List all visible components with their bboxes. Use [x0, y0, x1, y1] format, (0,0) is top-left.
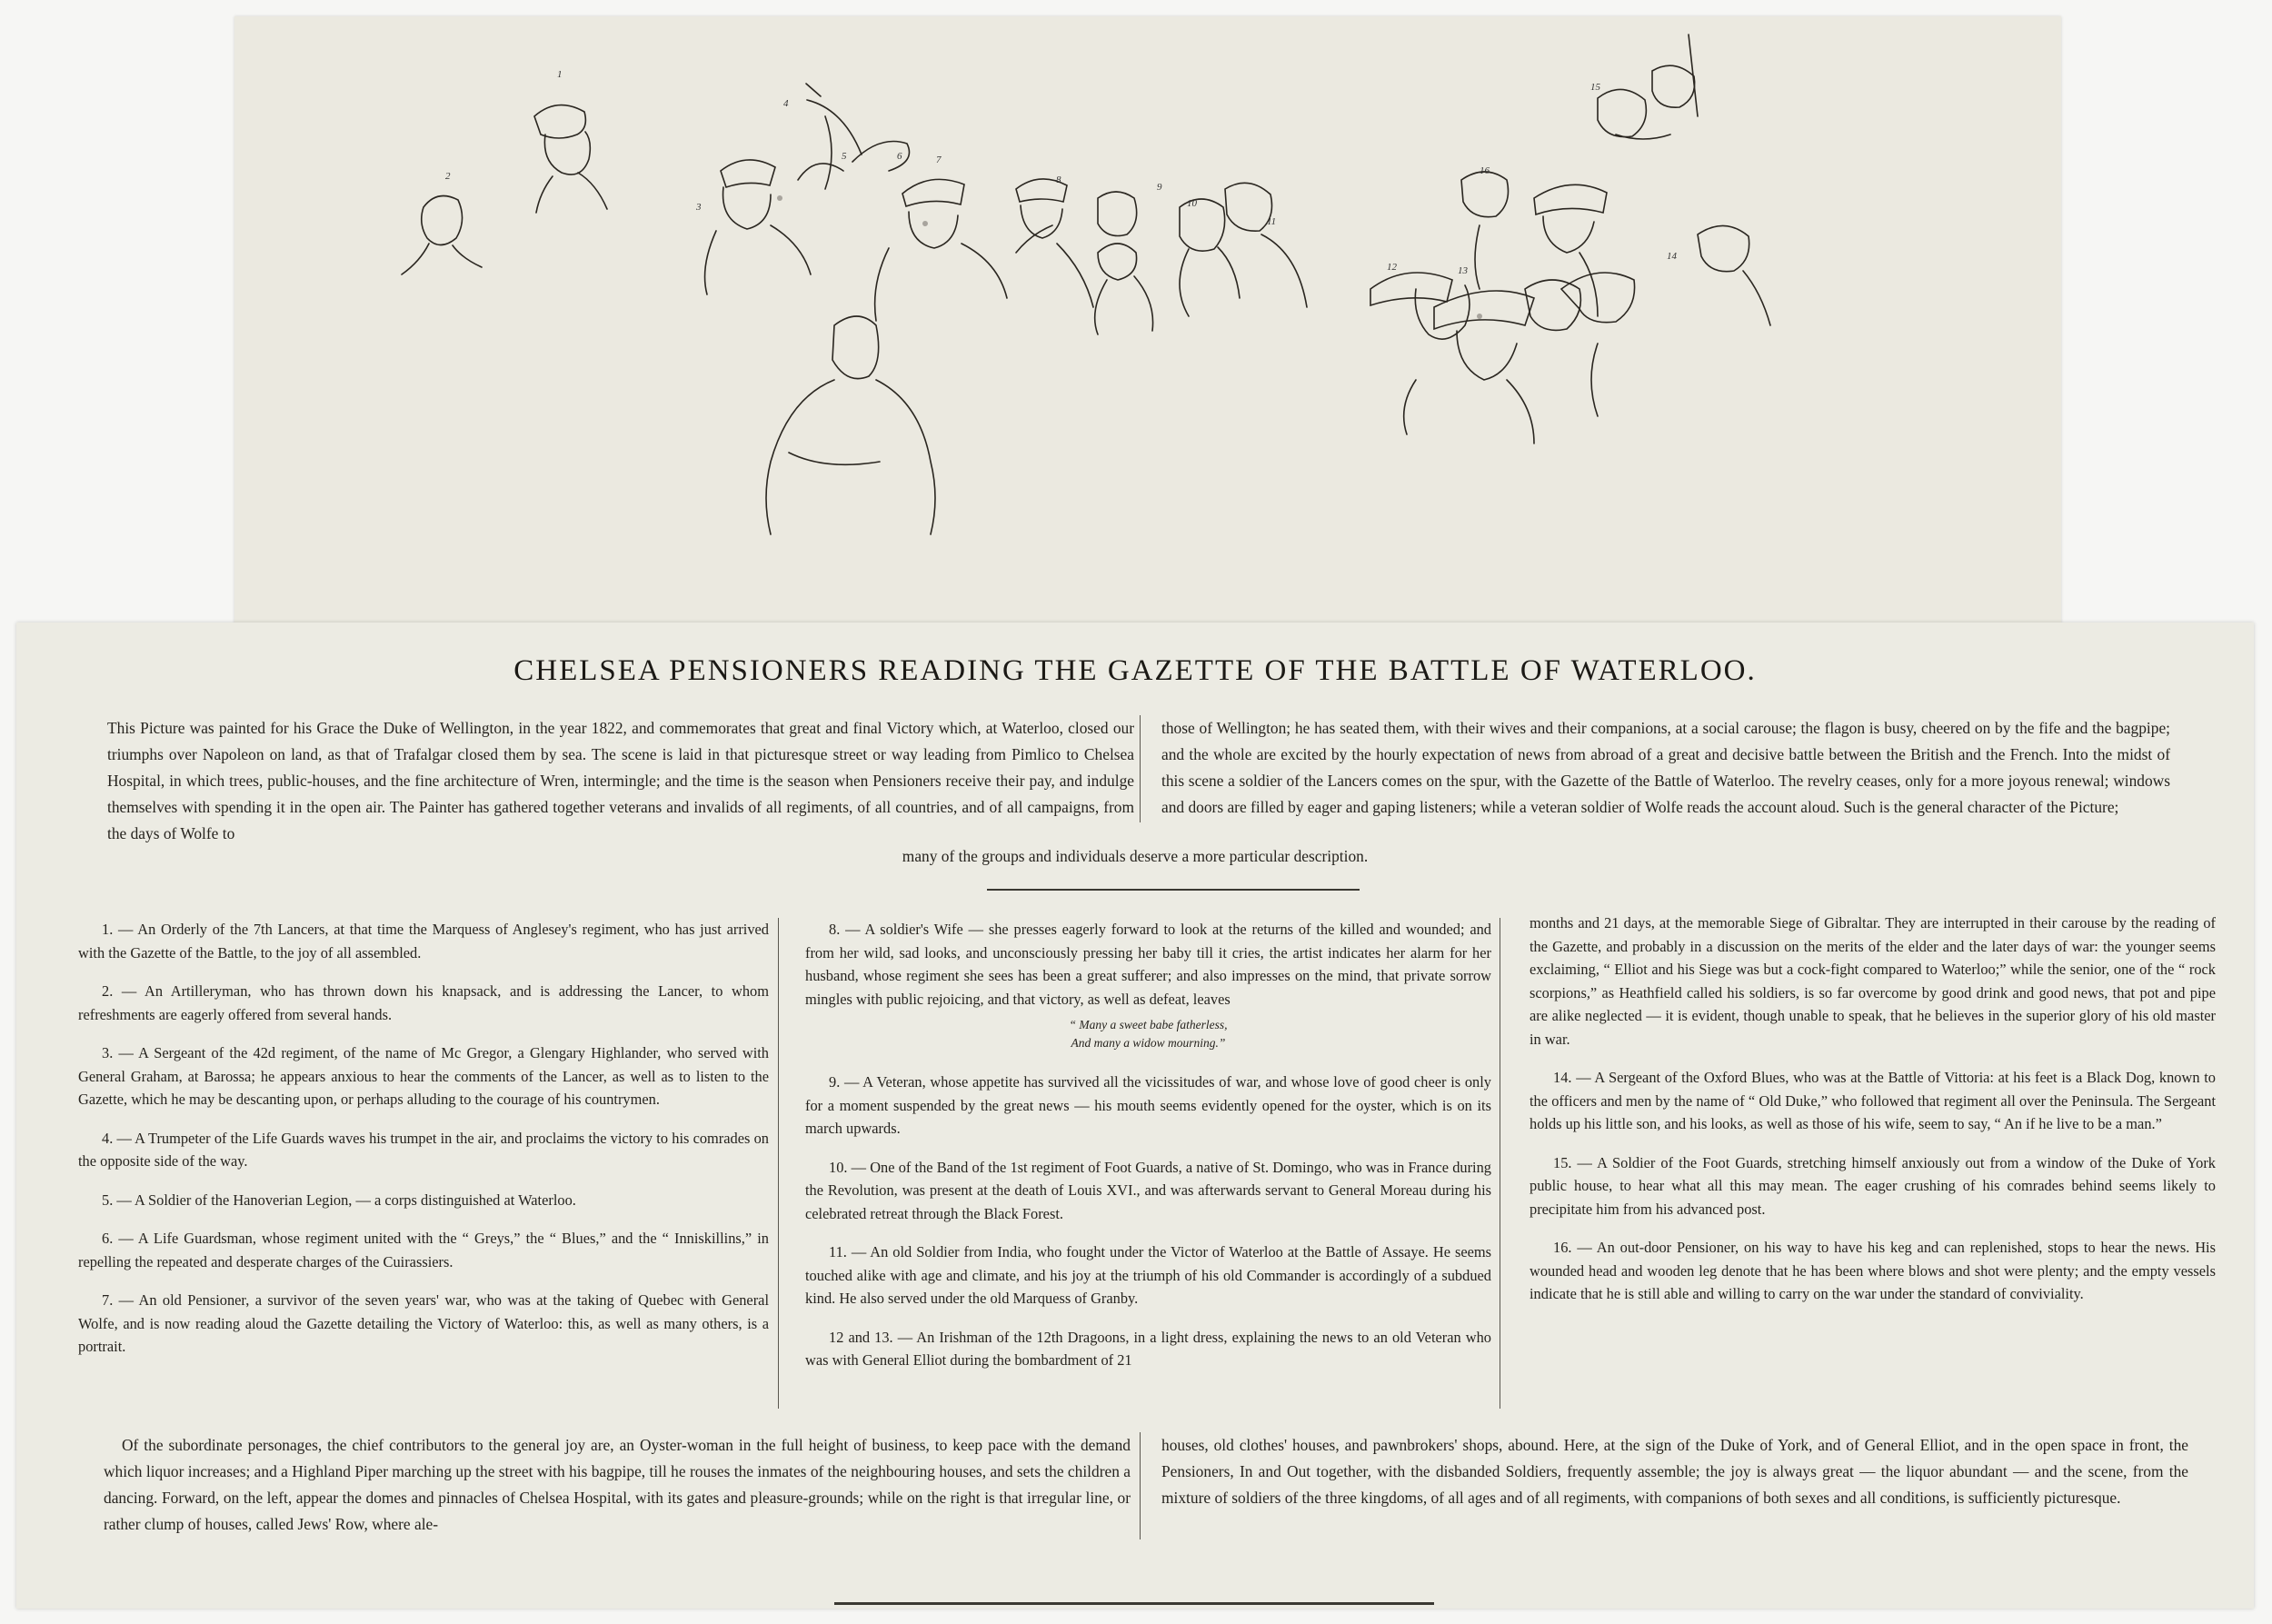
verse-line: And many a widow mourning.” [1071, 1036, 1226, 1050]
entry-10: 10. — One of the Band of the 1st regiment of Foot Guards, a native of St. Domingo, who was in France during the Revolution, was present at the death of Louis XVI., and was afterwards servant to General Moreau during his celebrated retreat through the Black Forest. [805, 1158, 1491, 1222]
entries-column-1 [78, 918, 769, 1374]
key-number: 2 [445, 171, 451, 182]
intro-right: those of Wellington; he has seated them, with their wives and their companions, at a social carouse; the flagon is busy, cheered on by the fife and the bagpipe; and the whole are excited by the hourly expectation of news from abroad of a great and decisive battle between the British and the French. Into the midst of this scene a soldier of the Lancers comes on the spur, with the Gazette of the Battle of Waterloo. The revelry ceases, only for a more joyous renewal; windows and doors are filled by eager and gaping listeners; while a veteran soldier of Wolfe reads the account aloud. Such is the general character of the Picture; [1161, 719, 2170, 816]
entry-11: 11. — An old Soldier from India, who fought under the Victor of Waterloo at the Battle of Assaye. He seems touched alike with age and climate, and his joy at the triumph of his old Commander is accordingly of a subdued kind. He also served under the old Marquess of Granby. [805, 1243, 1491, 1307]
verse-line: “ Many a sweet babe fatherless, [1069, 1018, 1228, 1031]
intro-tail: many of the groups and individuals deserve a more particular description. [902, 847, 1369, 865]
entry-14: 14. — A Sergeant of the Oxford Blues, who was at the Battle of Vittoria: at his feet is a Black Dog, known to the officers and men by the name of “ Old Duke,” who followed that regiment all over the Peninsula. The Sergeant holds up his little son, and his looks, as well as those of his wife, seem to say, “ An if he live to be a man.” [1530, 1069, 2216, 1132]
entry-2: 2. — An Artilleryman, who has thrown down his knapsack, and is addressing the Lancer, to whom refreshments are eagerly offered from several hands. [78, 982, 769, 1023]
entry-16: 16. — An out-door Pensioner, on his way to have his keg and can replenished, stops to hear the news. His wounded head and wooden leg denote that he has been where blows and shot were plenty; and the empty vessels indicate that he is still able and willing to carry on the war under the standard of conviviality. [1530, 1239, 2216, 1302]
column-divider [778, 918, 779, 1409]
entry-12-13-continued: months and 21 days, at the memorable Siege of Gibraltar. They are interrupted in their carouse by the reading of the Gazette, and probably in a discussion on the merits of the elder and the later days of war: the younger seems exclaiming, “ Elliot and his Siege was but a cock-fight compared to Waterloo;” while the senior, one of the “ rock scorpions,” as Heathfield called his soldiers, is so far overcome by good drink and good news, that pot and pipe are alike neglected — it is evident, though unable to speak, that he believes in the superior glory of his old master in war. [1530, 914, 2216, 1048]
key-number: 14 [1667, 251, 1677, 262]
entry-3: 3. — A Sergeant of the 42d regiment, of the name of Mc Gregor, a Glengary Highlander, who served with General Graham, at Barossa; he appears anxious to hear the comments of the Lancer, as well as to listen to the Gazette, which he may be descanting upon, or perhaps alluding to the courage of his countrymen. [78, 1044, 769, 1108]
key-sketch [234, 16, 2061, 634]
entry-6: 6. — A Life Guardsman, whose regiment united with the “ Greys,” the “ Blues,” and the “ Inniskillins,” in repelling the repeated and desperate charges of the Cuirassiers. [78, 1230, 769, 1270]
key-sketch-sheet [234, 16, 2061, 634]
page-title: CHELSEA PENSIONERS READING THE GAZETTE OF THE BATTLE OF WATERLOO. [513, 654, 1757, 687]
verse-quote [805, 1016, 1491, 1052]
entry-1: 1. — An Orderly of the 7th Lancers, at that time the Marquess of Anglesey's regiment, who has just arrived with the Gazette of the Battle, to the joy of all assembled. [78, 921, 769, 961]
entries-column-3 [1530, 912, 2216, 1321]
key-number: 8 [1056, 174, 1061, 185]
key-number: 10 [1187, 198, 1197, 209]
entry-15: 15. — A Soldier of the Foot Guards, stretching himself anxiously out from a window of the Duke of York public house, to hear what all this may mean. The eager crushing of his comrades behind seems likely to precipitate him from his advanced post. [1530, 1153, 2216, 1218]
key-number: 6 [897, 151, 902, 162]
key-number: 16 [1480, 165, 1490, 176]
bottom-rule [834, 1602, 1434, 1605]
key-number: 7 [936, 154, 942, 165]
intro-left: This Picture was painted for his Grace the Duke of Wellington, in the year 1822, and commemorates that great and final Victory which, at Waterloo, closed our triumphs over Napoleon on land, as that of Trafalgar closed them by sea. The scene is laid in that picturesque street or way leading from Pimlico to Chelsea Hospital, in which trees, public-houses, and the fine architecture of Wren, intermingle; and the time is the season when Pensioners receive their pay, and indulge themselves with spending it in the open air. The Painter has gathered together veterans and invalids of all regiments, of all countries, and of all campaigns, from the days of Wolfe to [107, 719, 1134, 842]
key-number: 3 [696, 202, 702, 213]
sketch-figures [234, 16, 2061, 634]
entry-4: 4. — A Trumpeter of the Life Guards waves his trumpet in the air, and proclaims the victory to his comrades on the opposite side of the way. [78, 1129, 769, 1170]
entry-12-13: 12 and 13. — An Irishman of the 12th Dragoons, in a light dress, explaining the news to an old Veteran who was with General Elliot during the bombardment of 21 [805, 1328, 1491, 1369]
entry-8: 8. — A soldier's Wife — she presses eagerly forward to look at the returns of the killed and wounded; and from her wild, sad looks, and unconsciously pressing her baby till it cries, the artist indicates her alarm for her husband, whose regiment she sees has been a great sufferer; and also impresses on the mind, that private sorrow mingles with public rejoicing, and that victory, as well as defeat, leaves [805, 921, 1491, 1008]
closing-right: houses, old clothes' houses, and pawnbrokers' shops, abound. Here, at the sign of the Duke of York, and of General Elliot, and in the open space in front, the Pensioners, In and Out together, with the disbanded Soldiers, frequently assemble; the joy is always great — the liquor abundant — and the scene, from the mixture of soldiers of the three kingdoms, of all ages and of all regiments, with companions of both sexes and all conditions, is sufficiently picturesque. [1161, 1436, 2188, 1507]
divider-rule [987, 889, 1360, 891]
entry-7: 7. — An old Pensioner, a survivor of the seven years' war, who was at the taking of Quebec with General Wolfe, and is now reading aloud the Gazette detailing the Victory of Waterloo: this, as well as many others, is a portrait. [78, 1291, 769, 1355]
key-number: 5 [842, 151, 847, 162]
entries-column-2 [805, 918, 1491, 1388]
column-divider [1140, 1432, 1141, 1539]
key-number: 12 [1387, 262, 1397, 273]
key-number: 9 [1157, 182, 1162, 193]
description-sheet [16, 623, 2254, 1609]
entry-9: 9. — A Veteran, whose appetite has survived all the vicissitudes of war, and whose love of good cheer is only for a moment suspended by the great news — his mouth seems evidently opened for the oyster, which is on its march upwards. [805, 1073, 1491, 1137]
closing-left: Of the subordinate personages, the chief contributors to the general joy are, an Oyster-woman in the full height of business, to keep pace with the demand which liquor increases; and a Highland Piper marching up the street with his bagpipe, till he rouses the inmates of the neighbouring houses, and sets the children a dancing. Forward, on the left, appear the domes and pinnacles of Chelsea Hospital, with its gates and pleasure-grounds; while on the right is that irregular line, or rather clump of houses, called Jews' Row, where ale- [104, 1436, 1131, 1533]
key-number: 11 [1267, 216, 1277, 227]
entry-5: 5. — A Soldier of the Hanoverian Legion, — a corps distinguished at Waterloo. [102, 1191, 576, 1209]
key-number: 1 [557, 69, 563, 80]
key-number: 4 [783, 98, 789, 109]
key-number: 15 [1590, 82, 1600, 93]
column-divider [1140, 715, 1141, 822]
key-number: 13 [1458, 265, 1468, 276]
